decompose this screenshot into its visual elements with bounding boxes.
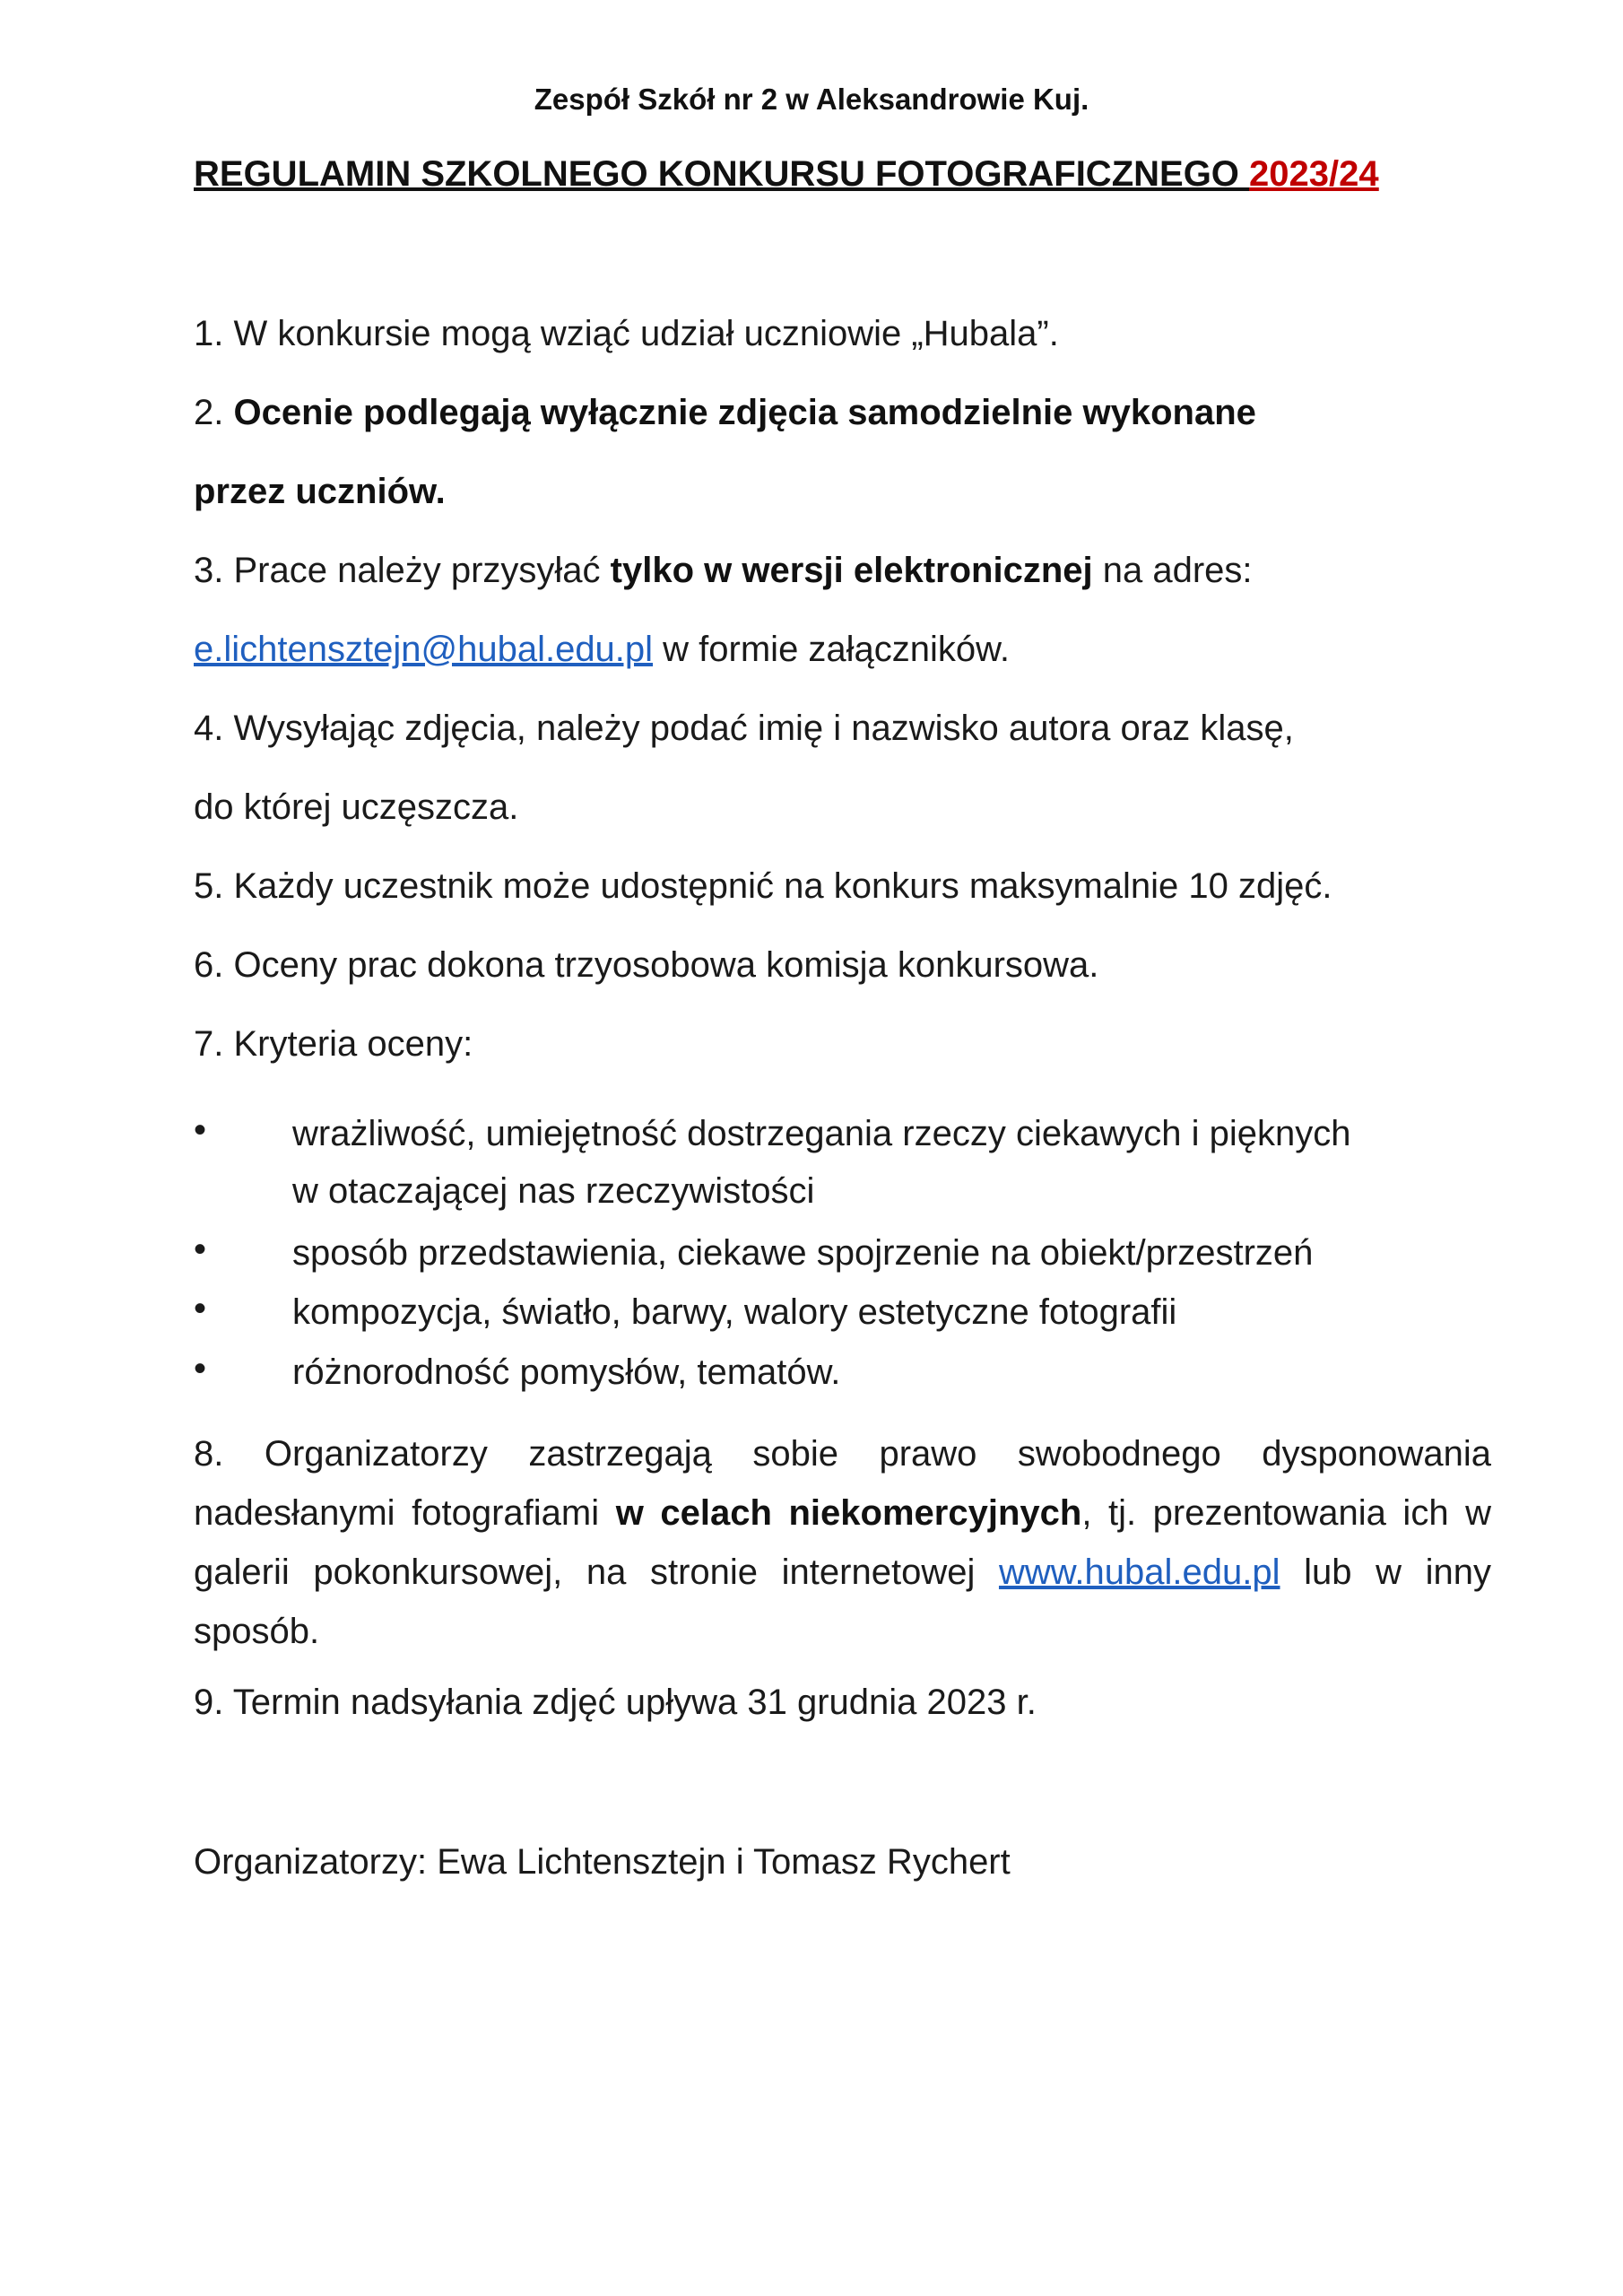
rule-8 bbox=[194, 1424, 1491, 1661]
rule-4: 4. Wysyłając zdjęcia, należy podać imię i nazwisko autora oraz klasę, bbox=[194, 709, 1294, 748]
rule-2 bbox=[194, 393, 1256, 433]
bullet-icon: • bbox=[194, 1289, 207, 1328]
rule-6: 6. Oceny prac dokona trzyosobowa komisja konkursowa. bbox=[194, 945, 1099, 985]
page-title bbox=[194, 154, 1449, 195]
rule-2-bold: Ocenie podlegają wyłącznie zdjęcia samodzielnie wykonane bbox=[233, 393, 1256, 432]
rule-1: 1. W konkursie mogą wziąć udział uczniowie „Hubala”. bbox=[194, 314, 1059, 353]
rule-3-text-end: na adres: bbox=[1092, 551, 1253, 590]
rule-3 bbox=[194, 551, 1253, 591]
criteria-item: różnorodność pomysłów, tematów. bbox=[292, 1352, 841, 1392]
bullet-icon: • bbox=[194, 1349, 207, 1388]
rule-3-continued bbox=[194, 630, 1010, 670]
rule-2-continued bbox=[194, 472, 446, 512]
bullet-icon: • bbox=[194, 1230, 207, 1269]
rule-8-text-end: lub w inny sposób. bbox=[194, 1552, 1492, 1651]
criteria-item-continued: w otaczającej nas rzeczywistości bbox=[292, 1171, 815, 1211]
rule-3-text: 3. Prace należy przysyłać bbox=[194, 551, 611, 590]
rule-5: 5. Każdy uczestnik może udostępnić na konkurs maksymalnie 10 zdjęć. bbox=[194, 866, 1332, 906]
rule-7: 7. Kryteria oceny: bbox=[194, 1024, 473, 1064]
criteria-item: sposób przedstawienia, ciekawe spojrzenie na obiekt/przestrzeń bbox=[292, 1233, 1314, 1273]
criteria-item: kompozycja, światło, barwy, walory estetyczne fotografii bbox=[292, 1292, 1177, 1332]
rule-2-bold-continued: przez uczniów. bbox=[194, 472, 446, 511]
rule-8-text: 8. Organizatorzy zastrzegają sobie prawo swobodnego dysponowania nadesłanymi fotografiami bbox=[194, 1434, 1491, 1533]
website-link[interactable]: www.hubal.edu.pl bbox=[998, 1552, 1280, 1592]
email-link[interactable]: e.lichtensztejn@hubal.edu.pl bbox=[194, 630, 654, 669]
rule-9: 9. Termin nadsyłania zdjęć upływa 31 grudnia 2023 r. bbox=[194, 1683, 1037, 1722]
bullet-icon: • bbox=[194, 1110, 207, 1150]
title-year: 2023/24 bbox=[1249, 154, 1379, 194]
school-name: Zespół Szkół nr 2 w Aleksandrowie Kuj. bbox=[534, 83, 1089, 116]
rule-3-bold: tylko w wersji elektronicznej bbox=[610, 551, 1093, 590]
rule-8-text-mid: , tj. prezentowania ich w galerii pokonkursowej, na stronie internetowej bbox=[194, 1493, 1492, 1592]
title-text: REGULAMIN SZKOLNEGO KONKURSU FOTOGRAFICZNEGO bbox=[194, 154, 1250, 194]
rule-8-bold: w celach niekomercyjnych bbox=[615, 1493, 1082, 1533]
rule-3-attachment-text: w formie załączników. bbox=[653, 630, 1010, 669]
criteria-item: wrażliwość, umiejętność dostrzegania rzeczy ciekawych i pięknych bbox=[292, 1114, 1351, 1153]
organizers: Organizatorzy: Ewa Lichtensztejn i Tomasz Rychert bbox=[194, 1842, 1011, 1882]
rule-4-continued: do której uczęszcza. bbox=[194, 787, 519, 827]
rule-2-number: 2. bbox=[194, 393, 234, 432]
